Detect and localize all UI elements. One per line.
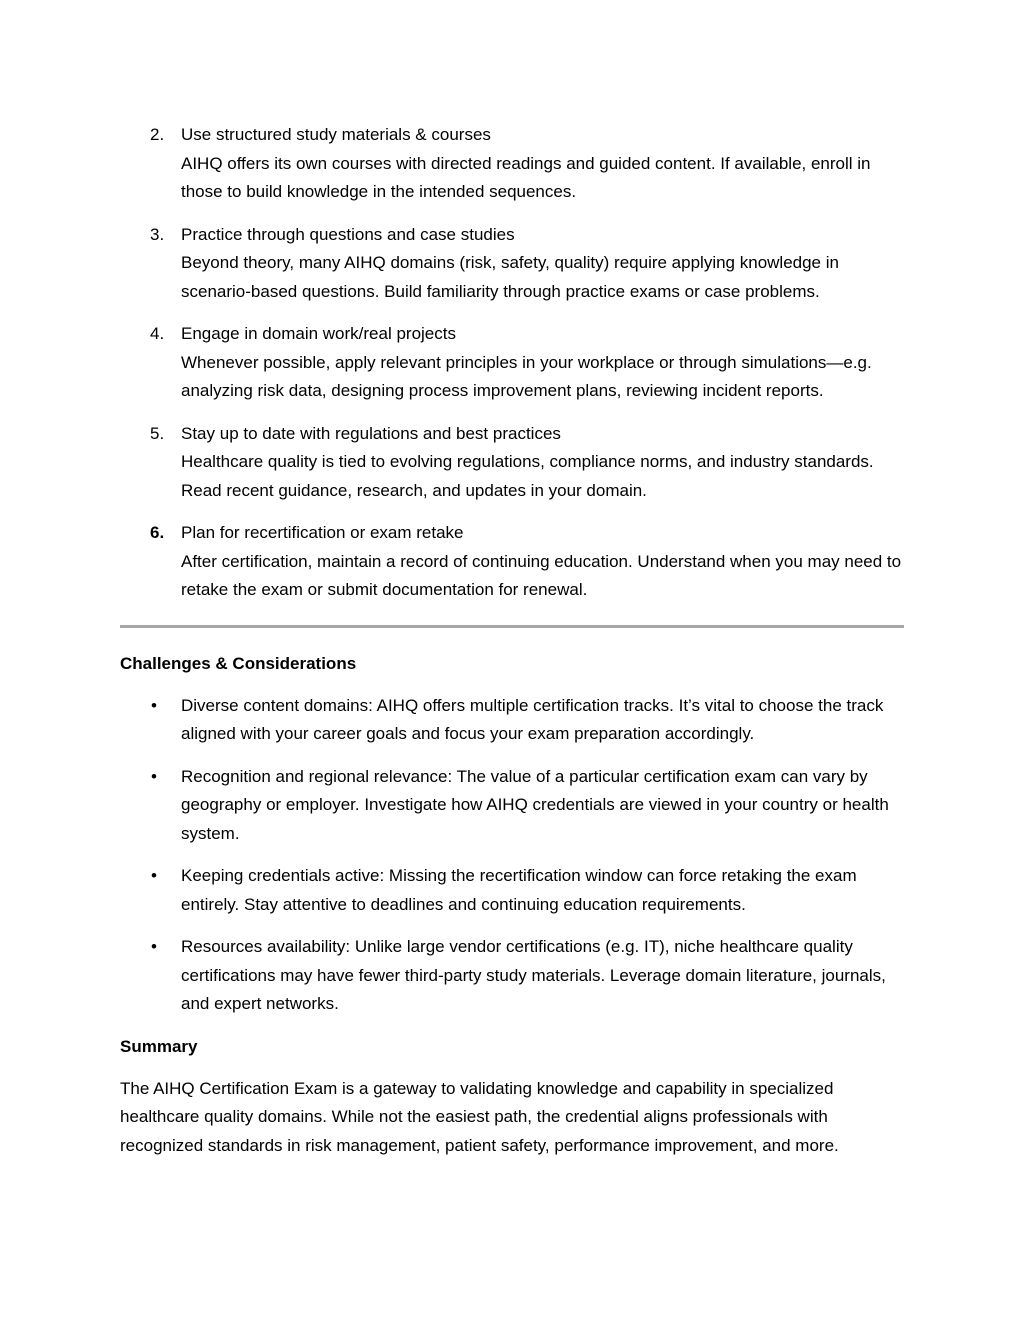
list-item bbox=[120, 933, 904, 1019]
list-number: 2. bbox=[150, 125, 165, 144]
bullet-icon: • bbox=[151, 766, 157, 786]
horizontal-divider bbox=[120, 625, 904, 628]
list-number: 5. bbox=[150, 423, 165, 443]
list-number: 4. bbox=[150, 324, 165, 343]
step-body: After certification, maintain a record of continuing education. Understand when you may need to retake the exam or submit documentation for renewal. bbox=[181, 551, 902, 599]
list-item bbox=[120, 519, 904, 605]
bullet-text: Keeping credentials active: Missing the recertification window can force retaking the exam entirely. Stay attentive to deadlines and continuing education requirements. bbox=[181, 866, 857, 914]
list-item bbox=[120, 221, 904, 307]
list-item bbox=[120, 121, 904, 207]
step-body: Healthcare quality is tied to evolving regulations, compliance norms, and industry standards. Read recent guidance, research, and updates in your domain. bbox=[181, 452, 874, 500]
steps-list bbox=[120, 121, 904, 605]
step-body: AIHQ offers its own courses with directed readings and guided content. If available, enroll in those to build knowledge in the intended sequences. bbox=[181, 153, 871, 201]
step-title: Engage in domain work/real projects bbox=[181, 324, 456, 343]
list-item bbox=[120, 763, 904, 849]
step-title: Stay up to date with regulations and best practices bbox=[181, 423, 561, 443]
list-number: 3. bbox=[150, 224, 165, 244]
challenges-list bbox=[120, 692, 904, 1019]
list-number: 6. bbox=[150, 523, 165, 542]
summary-heading: Summary bbox=[120, 1036, 198, 1056]
step-title: Practice through questions and case studies bbox=[181, 224, 515, 244]
step-body: Beyond theory, many AIHQ domains (risk, safety, quality) require applying knowledge in scenario-based questions. Build familiarity through practice exams or case problems. bbox=[181, 253, 839, 301]
document-page bbox=[120, 121, 904, 1160]
bullet-text: Diverse content domains: AIHQ offers multiple certification tracks. It’s vital to choose the track aligned with your career goals and focus your exam preparation accordingly. bbox=[181, 695, 884, 743]
step-body: Whenever possible, apply relevant principles in your workplace or through simulations—e.g. analyzing risk data, designing process improvement plans, reviewing incident reports. bbox=[181, 352, 872, 400]
bullet-text: Recognition and regional relevance: The value of a particular certification exam can vary by geography or employer. Investigate how AIHQ credentials are viewed in your country or health system. bbox=[181, 766, 889, 843]
list-item bbox=[120, 320, 904, 406]
list-item bbox=[120, 862, 904, 919]
summary-paragraph: The AIHQ Certification Exam is a gateway to validating knowledge and capability in specialized healthcare quality domains. While not the easiest path, the credential aligns professionals with recognized standards in risk management, patient safety, performance improvement, and more. bbox=[120, 1078, 839, 1155]
bullet-icon: • bbox=[151, 937, 157, 956]
list-item bbox=[120, 692, 904, 749]
bullet-icon: • bbox=[151, 866, 157, 885]
bullet-text: Resources availability: Unlike large vendor certifications (e.g. IT), niche healthcare quality certifications may have fewer third-party study materials. Leverage domain literature, journals, and expert networks. bbox=[181, 937, 886, 1013]
step-title: Use structured study materials & courses bbox=[181, 125, 491, 144]
challenges-heading: Challenges & Considerations bbox=[120, 653, 357, 673]
step-title: Plan for recertification or exam retake bbox=[181, 523, 464, 542]
bullet-icon: • bbox=[151, 695, 157, 715]
list-item bbox=[120, 420, 904, 506]
